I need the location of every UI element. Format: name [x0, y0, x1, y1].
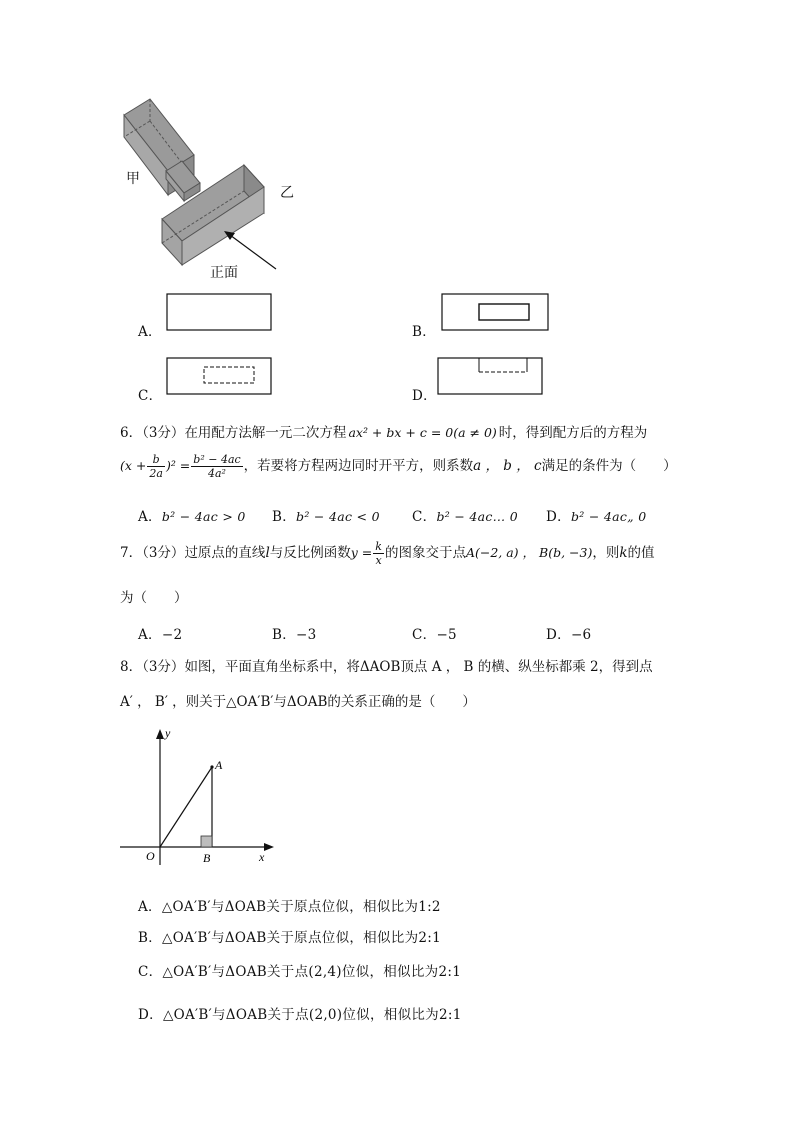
q6-option-c: [412, 505, 518, 525]
q8-option-a-label: A．: [138, 899, 162, 915]
q8-option-d: [138, 1003, 462, 1023]
q6-frac1-den: 2a: [149, 467, 163, 480]
q5-option-a-label: A．: [138, 324, 162, 340]
q6-stem-part4: 满足的条件为（ ）: [541, 458, 677, 474]
label-jia: 甲: [126, 171, 140, 187]
q7-option-b-label: B．: [272, 627, 297, 643]
q6-frac-b-over-2a: [147, 453, 165, 480]
q6-lhs-close: )² =: [165, 458, 191, 473]
q7-stem-line1: [120, 540, 680, 567]
q7-var-l: l: [265, 545, 270, 561]
q7-var-k: k: [619, 545, 628, 561]
q5-option-b-view: [441, 293, 549, 331]
q6-equation: ax² + bx + c = 0(a ≠ 0): [348, 425, 497, 440]
q8-y-label: y: [165, 726, 171, 740]
q6-number: 6．（3分）: [120, 425, 185, 441]
q7-option-c-label: C．: [412, 627, 437, 643]
label-yi: 乙: [280, 185, 294, 201]
q6-option-a: [138, 505, 246, 525]
q8-coordinate-figure: [118, 725, 288, 870]
q8-option-c-text: △OA′B′与ΔOAB关于点(2,4)位似，相似比为2:1: [162, 964, 462, 980]
q7-stem-part1: 过原点的直线: [184, 545, 266, 561]
q7-stem-part2: 与反比例函数: [269, 545, 351, 561]
q6-option-b-text: b² − 4ac < 0: [296, 509, 380, 524]
q5-solids-figure: [118, 95, 298, 255]
q8-option-a-text: △OA′B′与ΔOAB关于原点位似，相似比为1:2: [161, 899, 441, 915]
q8-option-c-label: C．: [138, 964, 163, 980]
q5-option-c-label: C．: [138, 388, 163, 404]
q7-frac-num: k: [375, 540, 382, 553]
q6-frac2-den: 4a²: [207, 467, 226, 480]
q7-option-d: [546, 623, 591, 643]
q8-b-label: B: [203, 851, 211, 865]
q8-stem-line2: A′ ， B′ ，则关于△OA′B′与ΔOAB的关系正确的是（ ）: [120, 694, 476, 710]
q6-option-d-text: b² − 4ac„ 0: [570, 509, 647, 524]
q5-option-a-view: [166, 293, 272, 331]
q8-x-label: x: [259, 850, 265, 864]
q5-option-b-label: B．: [412, 324, 437, 340]
q7-option-a-label: A．: [138, 627, 162, 643]
q6-option-b: [272, 505, 380, 525]
q8-stem-text1: 如图，平面直角坐标系中，将ΔAOB顶点 A ， B 的横、纵坐标都乘 2，得到点: [184, 659, 653, 675]
q7-func-lhs: y =: [350, 545, 373, 560]
q6-stem-part2: 时，得到配方后的方程为: [498, 425, 648, 441]
q6-frac2-num: b² − 4ac: [193, 453, 241, 466]
q6-stem-part3: ，若要将方程两边同时开平方，则系数: [243, 458, 474, 474]
q8-option-c: [138, 960, 461, 980]
q6-stem-line1: [120, 421, 680, 441]
q7-stem-part5: 的值: [627, 545, 655, 561]
q5-option-d-view: [437, 357, 543, 395]
q7-frac-den: x: [375, 554, 382, 567]
q6-option-c-label: C．: [412, 509, 437, 525]
q8-option-d-text: △OA′B′与ΔOAB关于点(2,0)位似，相似比为2:1: [162, 1007, 462, 1023]
q7-option-b-text: −3: [296, 627, 317, 643]
q7-option-d-label: D．: [546, 627, 571, 643]
q6-frac1-num: b: [147, 453, 165, 467]
q6-option-a-text: b² − 4ac > 0: [161, 509, 246, 524]
q6-frac-discriminant: [191, 453, 242, 480]
q7-frac-k-over-x: [373, 540, 384, 567]
q6-option-c-text: b² − 4ac… 0: [436, 509, 519, 524]
q7-option-c-text: −5: [436, 627, 457, 643]
q6-stem-part1: 在用配方法解一元二次方程: [184, 425, 347, 441]
q8-option-a: [138, 895, 441, 915]
q5-option-c-view: [166, 357, 272, 395]
q8-option-b-label: B．: [138, 930, 163, 946]
q8-o-label: O: [146, 849, 155, 863]
q8-option-b: [138, 926, 441, 946]
label-front: 正面: [210, 265, 238, 281]
q5-option-d-label: D．: [412, 388, 437, 404]
q7-stem-part4: ，则: [592, 545, 620, 561]
q8-option-d-label: D．: [138, 1007, 163, 1023]
q8-stem-line1: [120, 655, 680, 675]
q6-option-a-label: A．: [138, 509, 162, 525]
q8-number: 8．（3分）: [120, 659, 185, 675]
q7-option-a-text: −2: [161, 627, 183, 643]
q6-stem-line2: [120, 453, 680, 480]
q6-option-b-label: B．: [272, 509, 297, 525]
q7-stem-line2: 为（ ）: [120, 590, 188, 606]
q7-option-d-text: −6: [570, 627, 592, 643]
q6-option-d-label: D．: [546, 509, 571, 525]
q6-vars: a ， b ， c: [473, 458, 542, 474]
q7-number: 7．（3分）: [120, 545, 185, 561]
q8-a-label: A: [215, 758, 223, 772]
q7-option-a: [138, 623, 182, 643]
q6-option-d: [546, 505, 646, 525]
q7-stem-part3: 的图象交于点: [384, 545, 466, 561]
q8-option-b-text: △OA′B′与ΔOAB关于原点位似，相似比为2:1: [162, 930, 441, 946]
q7-option-c: [412, 623, 457, 643]
q6-lhs-open: (x +: [120, 458, 147, 473]
q7-option-b: [272, 623, 317, 643]
q7-points: A(−2, a) ， B(b, −3): [465, 545, 593, 560]
